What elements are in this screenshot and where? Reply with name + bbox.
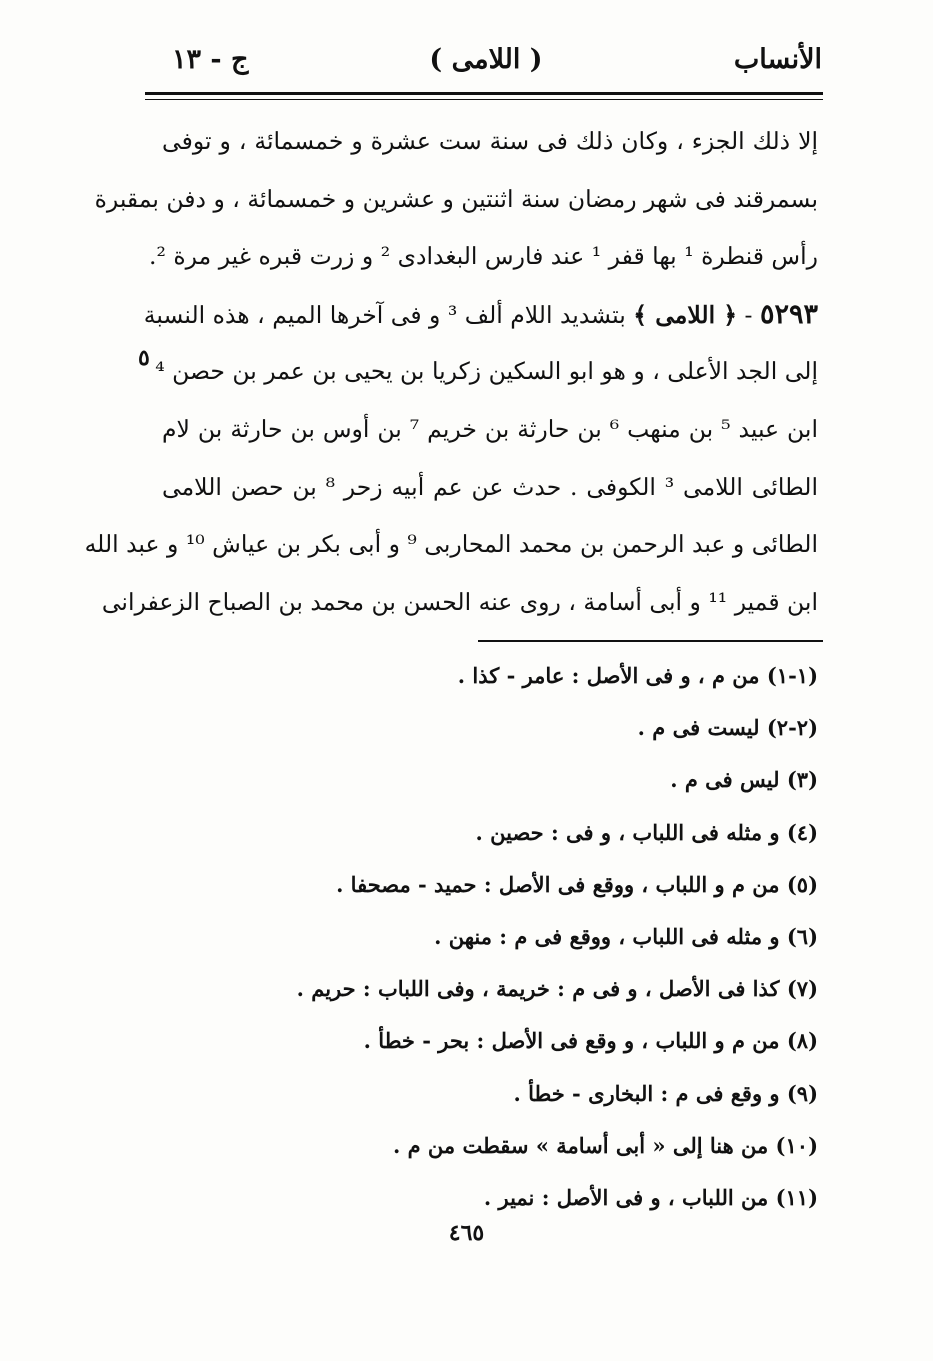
entry-title: ﴿ اللامى ﴾ [633, 300, 738, 329]
entry-dash: - [744, 300, 753, 329]
margin-line-number: ٥ [138, 345, 150, 371]
entry-text: بتشديد اللام ألف ³ و فى آخرها الميم ، هذه النسبة [143, 300, 626, 329]
entry-heading-line [143, 286, 818, 344]
running-header [150, 44, 822, 88]
text-line: إلى الجد الأعلى ، و هو ابو السكين زكريا بن يحيى بن عمر بن حصن ⁴ [155, 357, 818, 386]
text-line: إلا ذلك الجزء ، وكان ذلك فى سنة ست عشرة و خمسمائة ، و توفى [162, 127, 818, 155]
header-rule-thick [145, 92, 823, 95]
header-rule-thin [145, 99, 823, 100]
footnote: (٢-٢) ليست فى م . [637, 715, 818, 741]
footnote: (١-١) من م ، و فى الأصل : عامر - كذا . [457, 663, 818, 688]
footnote: (٣) ليس فى م . [670, 767, 818, 793]
text-line: الطائى اللامى ³ الكوفى . حدث عن عم أبيه زحر ⁸ بن حصن اللامى [162, 472, 818, 501]
footnote-rule [478, 640, 823, 642]
footnote: (٥) من م و اللباب ، ووقع فى الأصل : حميد - مصحفا . [336, 871, 818, 897]
footnote: (٦) و مثله فى اللباب ، ووقع فى م : منهن . [434, 923, 818, 949]
main-text [84, 113, 818, 631]
header-entry-title: ( اللامى ) [429, 44, 543, 75]
entry-number: ٥٢٩٣ [759, 298, 818, 330]
page-number: ٤٦٥ [448, 1220, 485, 1246]
text-line: بسمرقند فى شهر رمضان سنة اثنتين و عشرين و خمسمائة ، و دفن بمقبرة [94, 184, 818, 213]
text-line: ابن عبيد ⁵ بن منهب ⁶ بن حارثة بن خريم ⁷ بن أوس بن حارثة بن لام [162, 414, 818, 443]
text-line: رأس قنطرة ¹ بها قفر ¹ عند فارس البغدادى ² و زرت قبره غير مرة ². [148, 242, 818, 271]
footnote: (١٠) من هنا إلى « أبى أسامة » سقطت من م . [392, 1132, 818, 1158]
footnote: (٩) و وقع فى م : البخارى - خطأ . [513, 1080, 818, 1106]
footnotes [240, 650, 818, 1224]
header-book-title: الأنساب [733, 44, 822, 75]
text-line: الطائى و عبد الرحمن بن محمد المحاربى ⁹ و أبى بكر بن عياش ¹⁰ و عبد الله [84, 530, 818, 559]
footnote: (١١) من اللباب ، و فى الأصل : نمير . [483, 1184, 818, 1210]
footnote: (٤) و مثله فى اللباب ، و فى : حصين . [475, 819, 818, 845]
footnote: (٨) من م و اللباب ، و وقع فى الأصل : بحر - خطأ . [363, 1028, 818, 1054]
header-volume: ج - ١٣ [172, 44, 249, 75]
text-line: ابن قمير ¹¹ و أبى أسامة ، روى عنه الحسن بن محمد بن الصباح الزعفرانى [101, 587, 818, 616]
footnote: (٧) كذا فى الأصل ، و فى م : خريمة ، وفى اللباب : حريم . [296, 976, 818, 1002]
